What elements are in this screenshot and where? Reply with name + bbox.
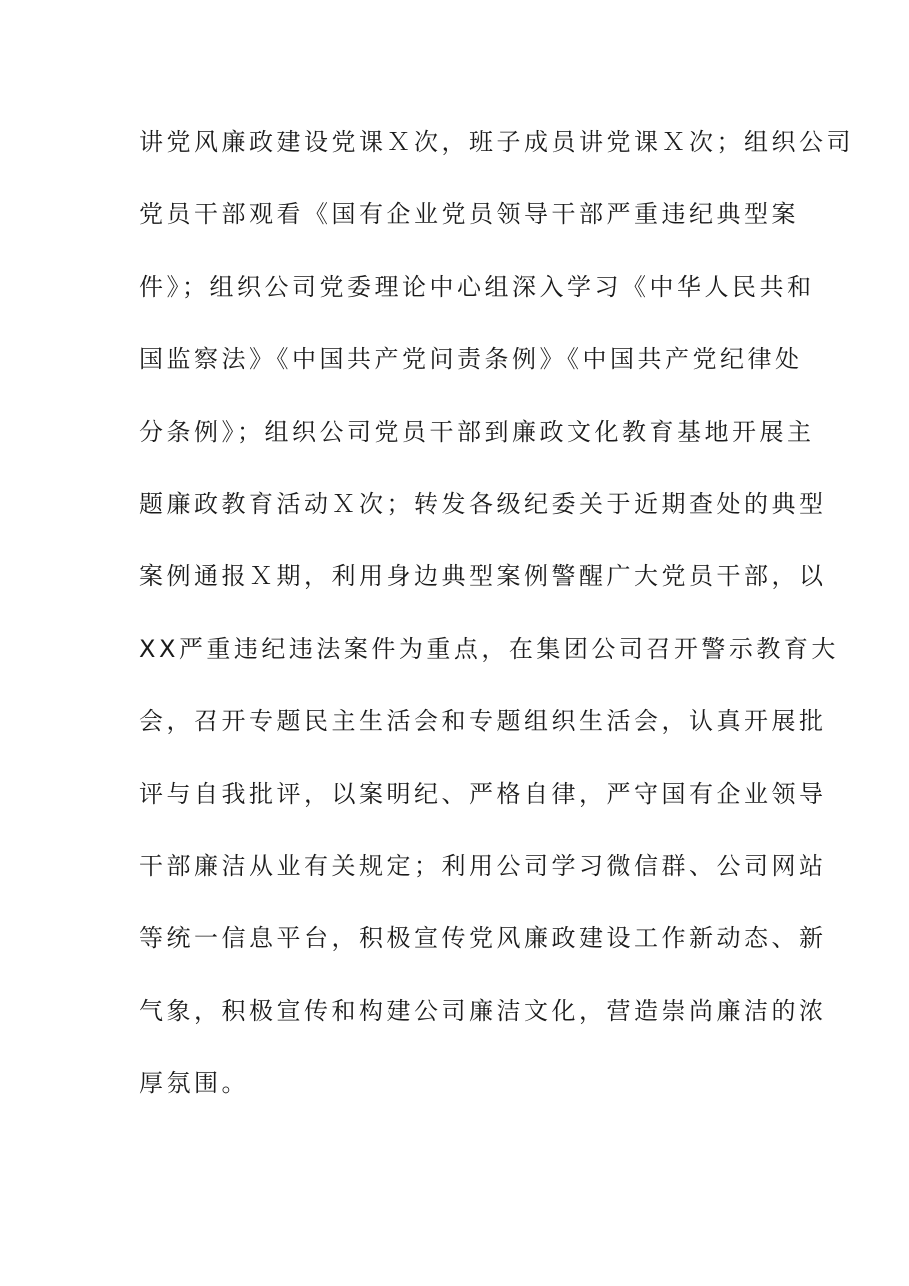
paragraph-line: 国监察法》《中国共产党问责条例》《中国共产党纪律处 [139, 345, 803, 374]
paragraph-line: 题廉政教育活动Ｘ次；转发各级纪委关于近期查处的典型 [139, 489, 827, 518]
paragraph-line: 评与自我批评，以案明纪、严格自律，严守国有企业领导 [139, 779, 827, 808]
paragraph-line: 党员干部观看《国有企业党员领导干部严重违纪典型案 [139, 200, 799, 229]
paragraph-line: 案例通报Ｘ期，利用身边典型案例警醒广大党员干部，以 [139, 562, 827, 591]
paragraph-line: 会，召开专题民主生活会和专题组织生活会，认真开展批 [139, 707, 827, 736]
body-paragraph [139, 118, 854, 1131]
paragraph-line: 分条例》；组织公司党员干部到廉政文化教育基地开展主 [139, 417, 815, 446]
paragraph-line: 件》；组织公司党委理论中心组深入学习《中华人民共和 [139, 272, 815, 301]
paragraph-line: 干部廉洁从业有关规定；利用公司学习微信群、公司网站 [139, 851, 827, 880]
paragraph-line: XX严重违纪违法案件为重点，在集团公司召开警示教育大 [139, 634, 839, 663]
paragraph-line: 讲党风廉政建设党课Ｘ次，班子成员讲党课Ｘ次；组织公司 [139, 128, 854, 156]
paragraph-line: 等统一信息平台，积极宣传党风廉政建设工作新动态、新 [139, 924, 827, 953]
paragraph-line: 厚氛围。 [139, 1069, 249, 1098]
paragraph-line: 气象，积极宣传和构建公司廉洁文化，营造崇尚廉洁的浓 [139, 996, 827, 1025]
